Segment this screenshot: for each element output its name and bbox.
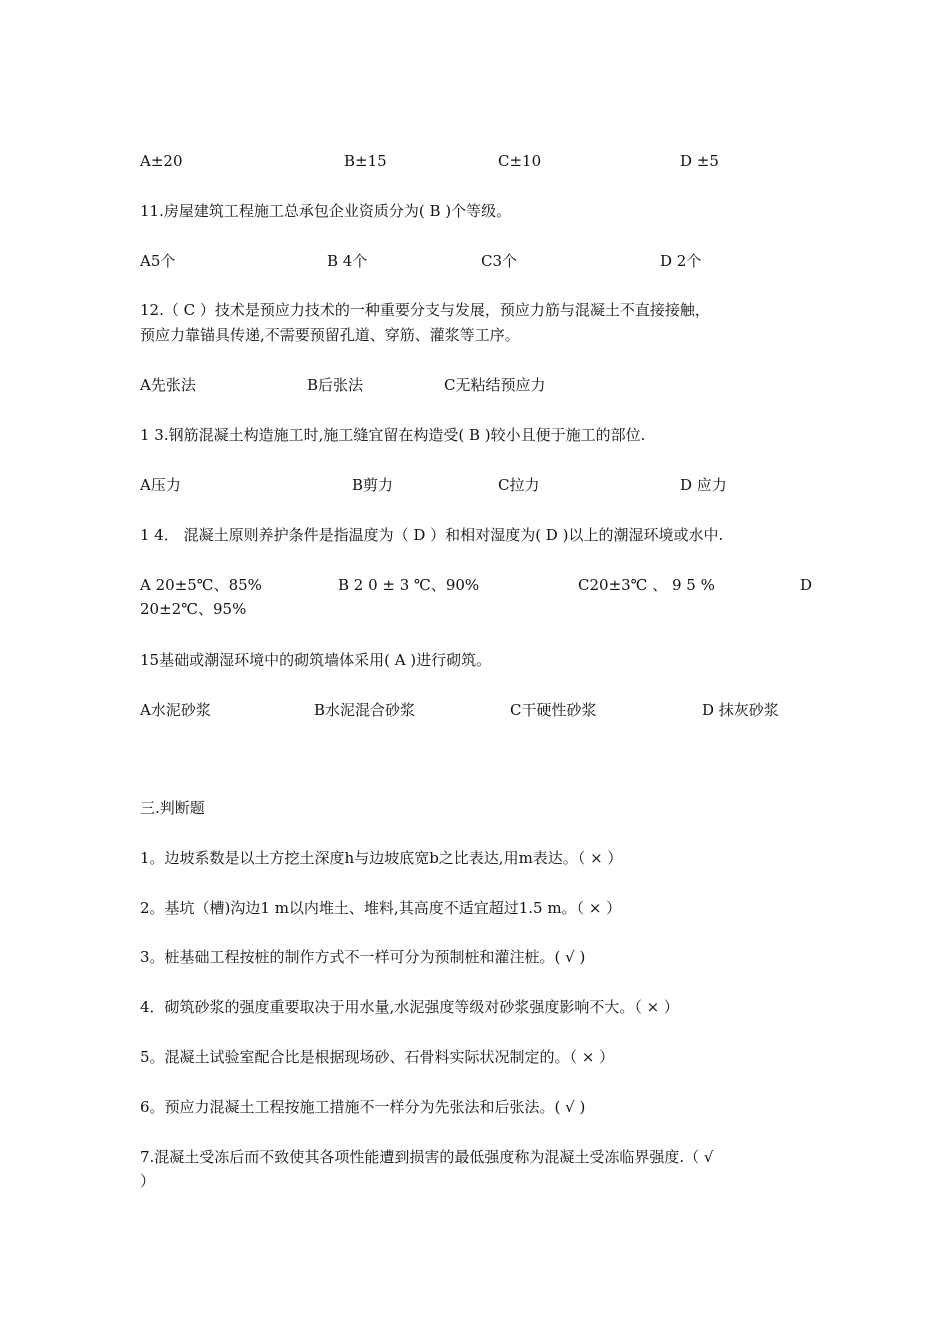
q15-option-d: D 抹灰砂浆 [702,701,779,719]
q11-option-b: B 4个 [327,252,368,270]
q10-option-c: C±10 [498,152,542,170]
q10-option-d: D ±5 [680,152,719,170]
q13-option-b: B剪力 [352,476,394,494]
q14-option-d-value: 20±2℃、95% [140,600,247,618]
q12-option-c: C无粘结预应力 [444,376,546,394]
judgment-item-7-cont: ） [140,1172,156,1190]
q15-option-c: C干硬性砂浆 [510,701,597,719]
judgment-item-3: 3。桩基础工程按桩的制作方式不一样可分为预制桩和灌注桩。( √ ) [140,948,586,966]
q13-option-c: C拉力 [498,476,540,494]
q12-stem-line2: 预应力靠锚具传递,不需要预留孔道、穿筋、灌浆等工序。 [140,326,520,344]
judgment-item-1: 1。边坡系数是以土方挖土深度h与边坡底宽b之比表达,用m表达。（ × ） [140,849,623,867]
judgment-item-4: 4．砌筑砂浆的强度重要取决于用水量,水泥强度等级对砂浆强度影响不大。（ × ） [140,998,679,1016]
q11-option-c: C3个 [481,252,518,270]
q13-option-d: D 应力 [680,476,727,494]
q10-option-a: A±20 [140,152,183,170]
q15-option-b: B水泥混合砂浆 [314,701,416,719]
q14-option-b: B 2 0 ± 3 ℃、90% [338,576,480,594]
q10-option-b: B±15 [344,152,387,170]
q14-option-d: D [800,576,813,594]
q14-option-a: A 20±5℃、85% [140,576,262,594]
q13-option-a: A压力 [140,476,181,494]
q11-option-d: D 2个 [660,252,702,270]
section-3-title: 三.判断题 [140,799,205,817]
judgment-item-2: 2。基坑（槽)沟边1 m以内堆土、堆料,其高度不适宜超过1.5 m。（ × ） [140,899,622,917]
q15-stem: 15基础或潮湿环境中的砌筑墙体采用( A )进行砌筑。 [140,651,492,669]
q11-stem: 11.房屋建筑工程施工总承包企业资质分为( B )个等级。 [140,202,512,220]
judgment-item-6: 6。预应力混凝土工程按施工措施不一样分为先张法和后张法。( √ ) [140,1098,586,1116]
judgment-item-7: 7.混凝土受冻后而不致使其各项性能遭到损害的最低强度称为混凝土受冻临界强度.（ √ [140,1148,714,1166]
q15-option-a: A水泥砂浆 [140,701,211,719]
q12-stem-line1: 12.（ C ）技术是预应力技术的一种重要分支与发展，预应力筋与混凝土不直接接触， [140,301,710,319]
q14-option-c: C20±3℃ 、 9 5 % [578,576,715,594]
q13-stem: 1 3.钢筋混凝土构造施工时,施工缝宜留在构造受( B )较小且便于施工的部位. [140,426,646,444]
q14-stem: 1 4． 混凝土原则养护条件是指温度为（ D ）和相对湿度为( D )以上的潮湿环境或水中. [140,526,724,544]
q12-option-b: B后张法 [307,376,364,394]
judgment-item-5: 5。混凝土试验室配合比是根据现场砂、石骨料实际状况制定的。（ × ） [140,1048,615,1066]
q12-option-a: A先张法 [140,376,196,394]
q11-option-a: A5个 [140,252,176,270]
